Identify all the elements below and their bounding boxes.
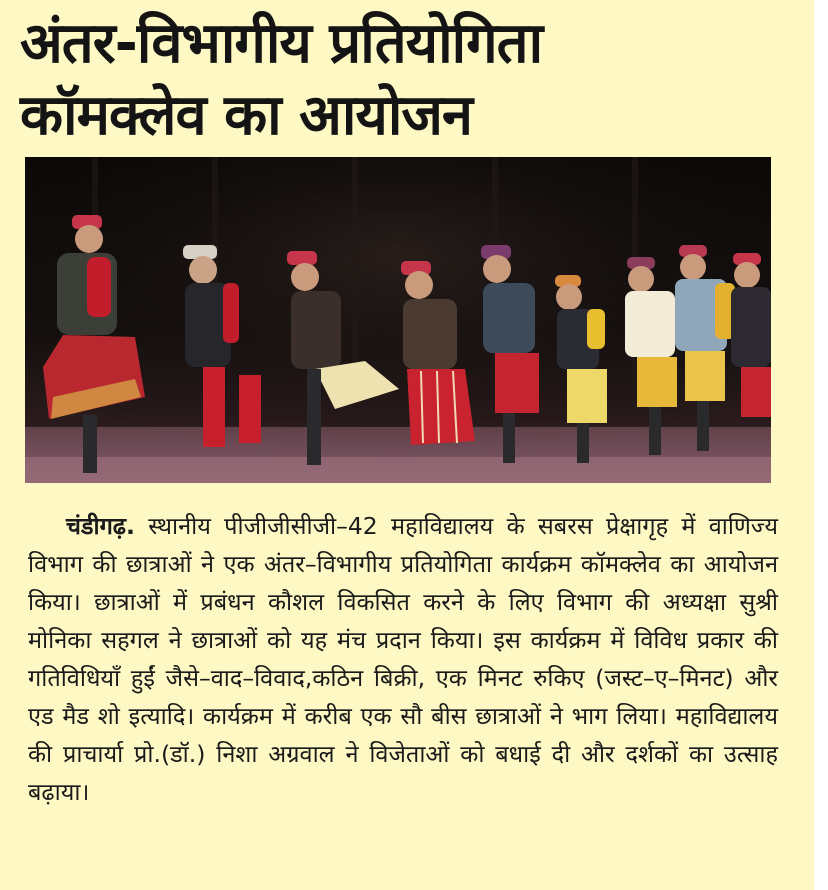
news-photo bbox=[25, 157, 771, 483]
article-text: स्थानीय पीजीजीसीजी–42 महाविद्यालय के सबरस प्रेक्षागृह में वाणिज्य विभाग की छात्राओं ने एक अंतर–विभागीय प्रतियोगिता कार्यक्रम कॉमक्लेव का आयोजन किया। छात्राओं में प्रबंधन कौशल विकसित करने के लिए विभाग की अध्यक्षा सुश्री मोनिका सहगल ने छात्राओं को यह मंच प्रदान किया। इस कार्यक्रम में विविध प्रकार की गतिविधियाँ हुईं जैसे–वाद–विवाद,कठिन बिक्री, एक मिनट रुकिए (जस्ट–ए–मिनट) और एड मैड शो इत्यादि। कार्यक्रम में करीब एक सौ बीस छात्राओं ने भाग लिया। महाविद्यालय की प्राचार्या प्रो.(डॉ.) निशा अग्रवाल ने विजेताओं को बधाई दी और दर्शकों का उत्साह बढ़ाया। bbox=[28, 512, 778, 806]
article-body bbox=[28, 507, 778, 811]
dancers-illustration bbox=[25, 157, 771, 483]
headline-line-1: अंतर-विभागीय प्रतियोगिता bbox=[20, 11, 543, 76]
headline bbox=[20, 8, 800, 152]
article-dateline: चंडीगढ़. bbox=[66, 512, 135, 540]
headline-line-2: कॉमक्लेव का आयोजन bbox=[20, 83, 472, 148]
page-edge bbox=[814, 0, 828, 890]
